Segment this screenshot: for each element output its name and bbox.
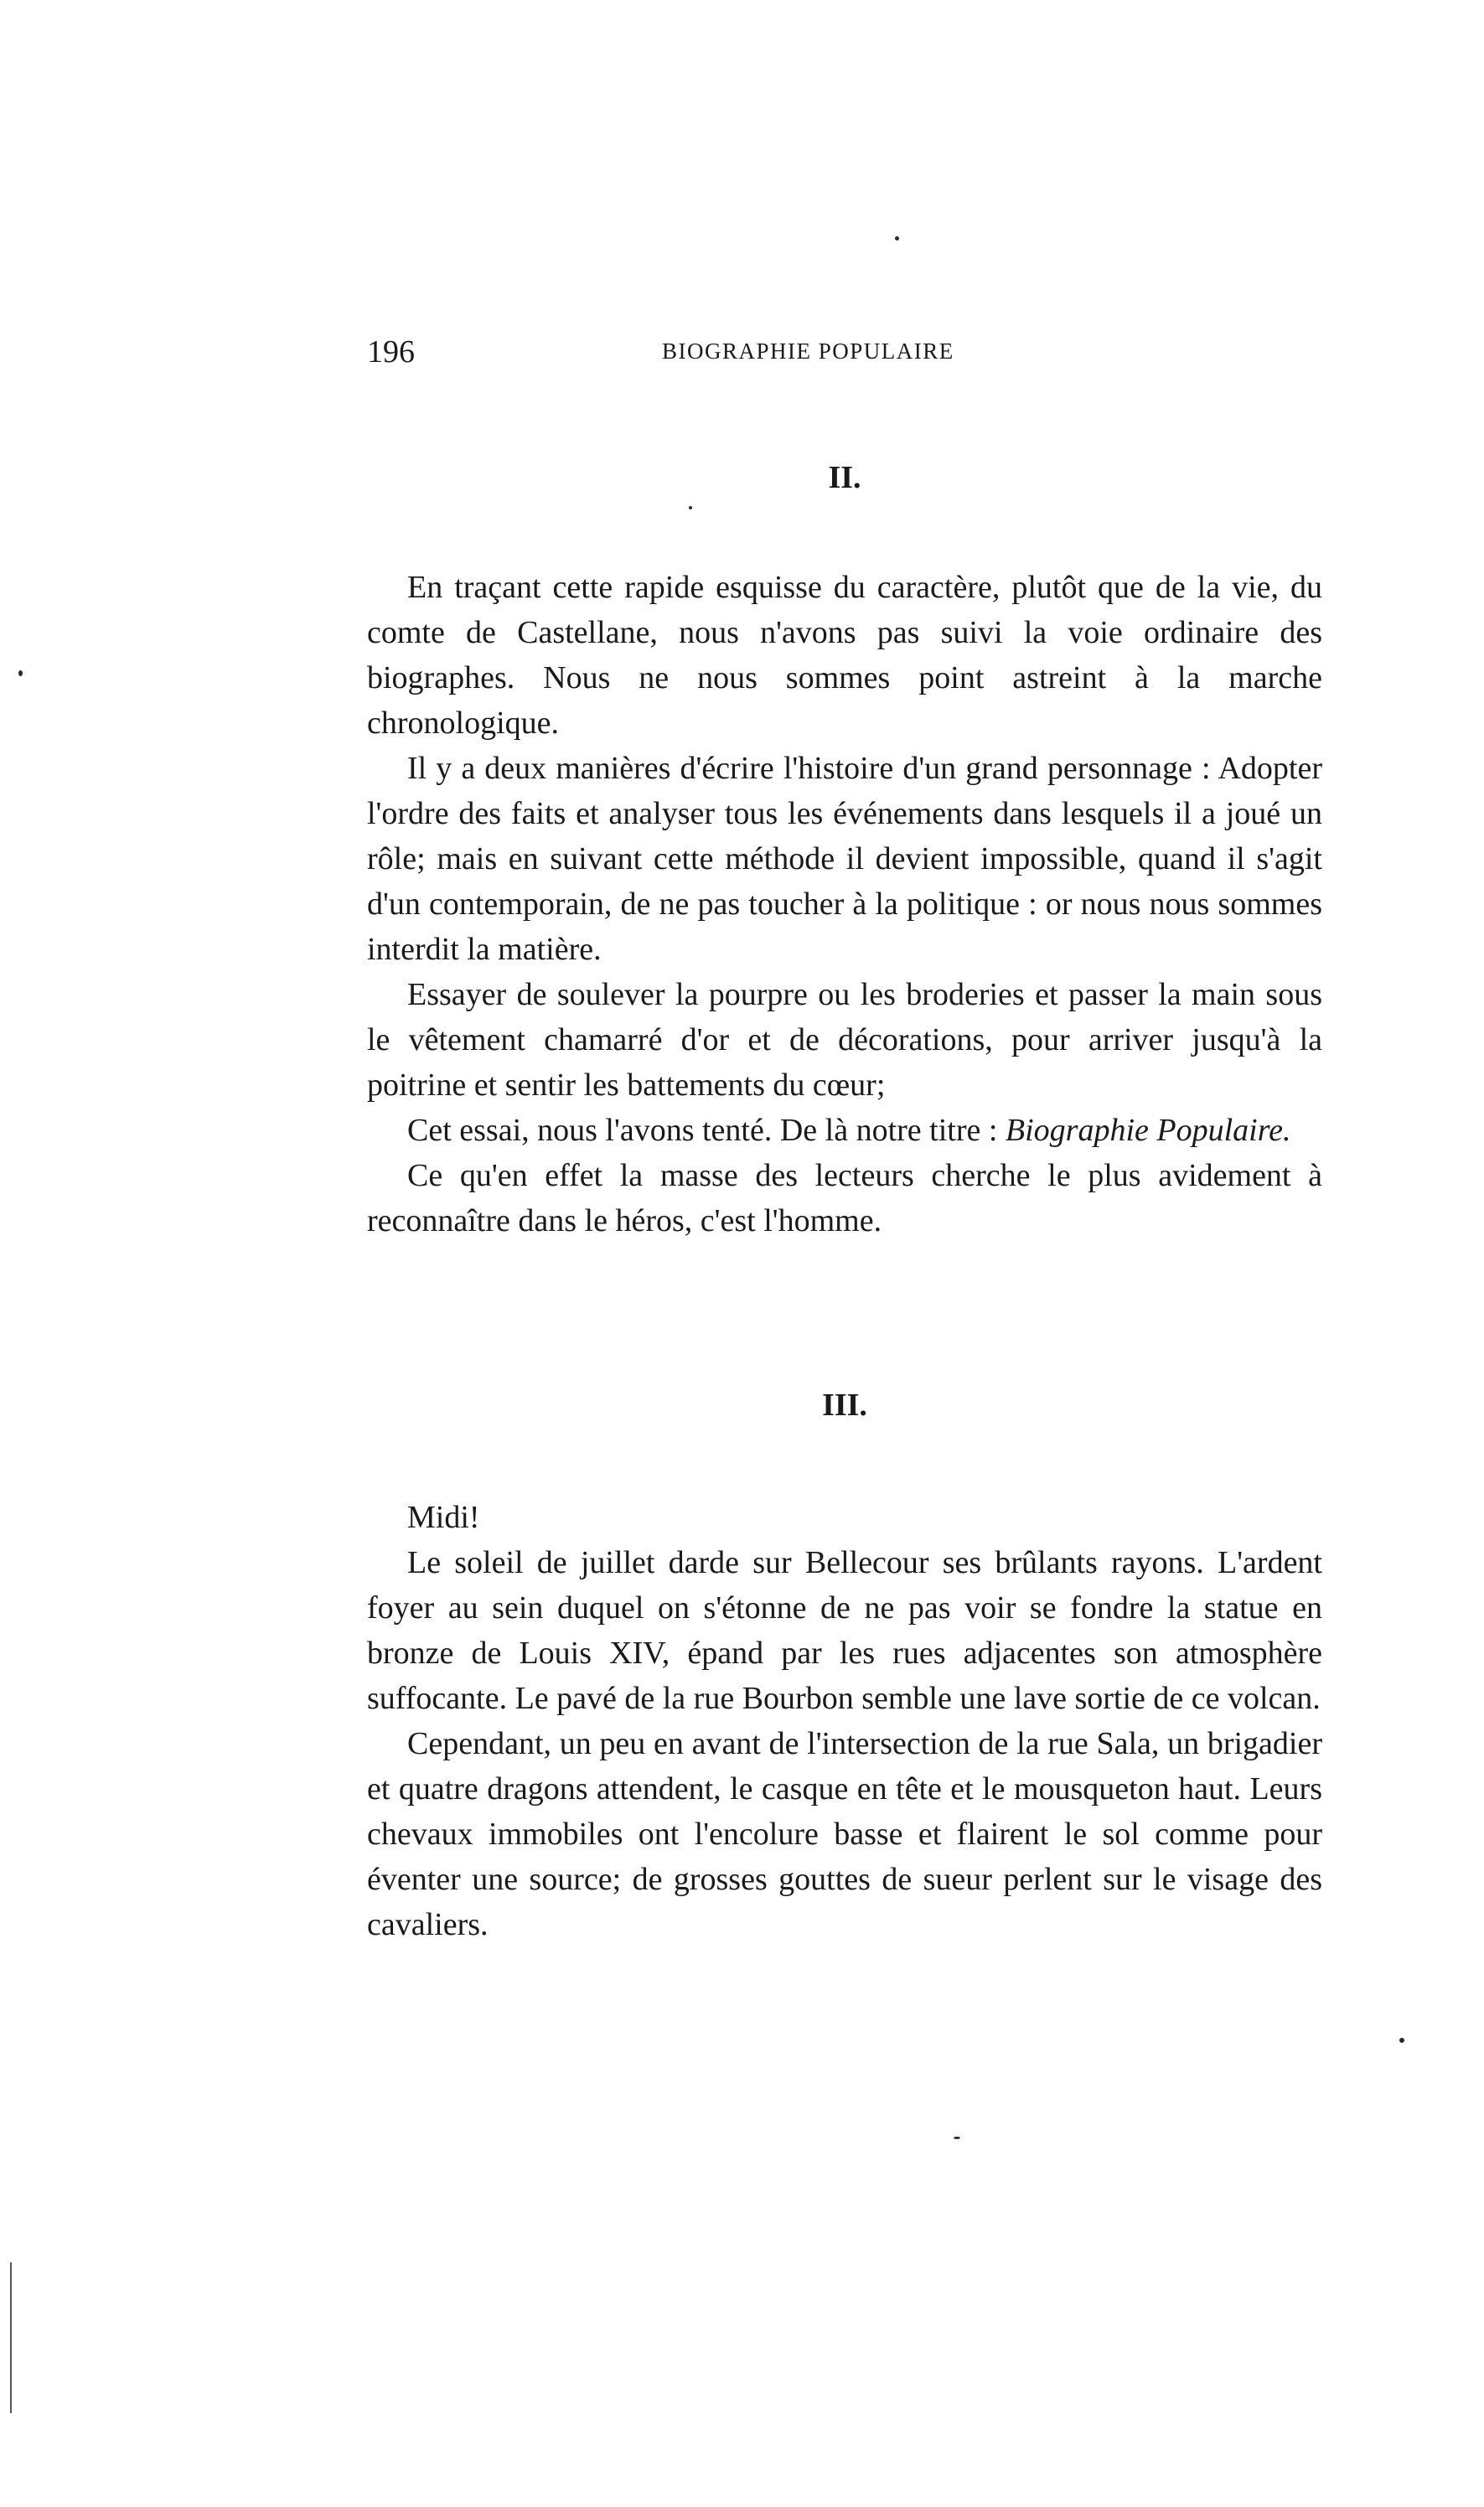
paragraph-title — [367, 1108, 1322, 1153]
scan-speck — [18, 670, 23, 676]
book-title: Biographie Populaire. — [1005, 1113, 1291, 1148]
paragraph: Il y a deux manières d'écrire l'histoire d'un grand personnage : Adopter l'ordre des faits et analyser tous les événements dans lesquels il a joué un rôle; mais en suivant cette méthode il devient impossible, quand il s'agit d'un contemporain, de ne pas toucher à la politique : or nous nous sommes interdit la matière. — [367, 751, 1322, 967]
scan-speck — [895, 236, 899, 240]
page-number: 196 — [367, 334, 415, 370]
running-head — [367, 333, 1322, 375]
scan-speck — [954, 2137, 960, 2139]
title-lead: Cet essai, nous l'avons tenté. De là notre titre : — [407, 1113, 1006, 1148]
margin-mark — [10, 2262, 12, 2413]
paragraph: Le soleil de juillet darde sur Bellecour ses brûlants rayons. L'ardent foyer au sein duquel on s'étonne de ne pas voir se fondre la statue en bronze de Louis XIV, épand par les rues adjacentes son atmosphère suffocante. Le pavé de la rue Bourbon semble une lave sortie de ce volcan. — [367, 1545, 1322, 1716]
paragraph: Ce qu'en effet la masse des lecteurs cherche le plus avidement à reconnaître dans le héros, c'est l'homme. — [367, 1158, 1322, 1238]
section-heading-ii: II. — [828, 460, 861, 495]
section-ii-body — [367, 565, 1322, 1243]
running-title: BIOGRAPHIE POPULAIRE — [662, 339, 954, 364]
paragraph: Essayer de soulever la pourpre ou les broderies et passer la main sous le vêtement chamarré d'or et de décorations, pour arriver jusqu'à la poitrine et sentir les battements du cœur; — [367, 977, 1322, 1103]
scan-speck — [689, 506, 692, 509]
scan-speck — [1399, 2038, 1404, 2043]
section-heading-iii: III. — [822, 1388, 867, 1423]
section-iii-body — [367, 1495, 1322, 1947]
paragraph: Cependant, un peu en avant de l'intersection de la rue Sala, un brigadier et quatre dragons attendent, le casque en tête et le mousqueton haut. Leurs chevaux immobiles ont l'encolure basse et flairent le sol comme pour éventer une source; de grosses gouttes de sueur perlent sur le visage des cavaliers. — [367, 1726, 1322, 1942]
paragraph: En traçant cette rapide esquisse du caractère, plutôt que de la vie, du comte de Castellane, nous n'avons pas suivi la voie ordinaire des biographes. Nous ne nous sommes point astreint à la marche chronologique. — [367, 570, 1322, 741]
paragraph: Midi! — [407, 1500, 480, 1535]
